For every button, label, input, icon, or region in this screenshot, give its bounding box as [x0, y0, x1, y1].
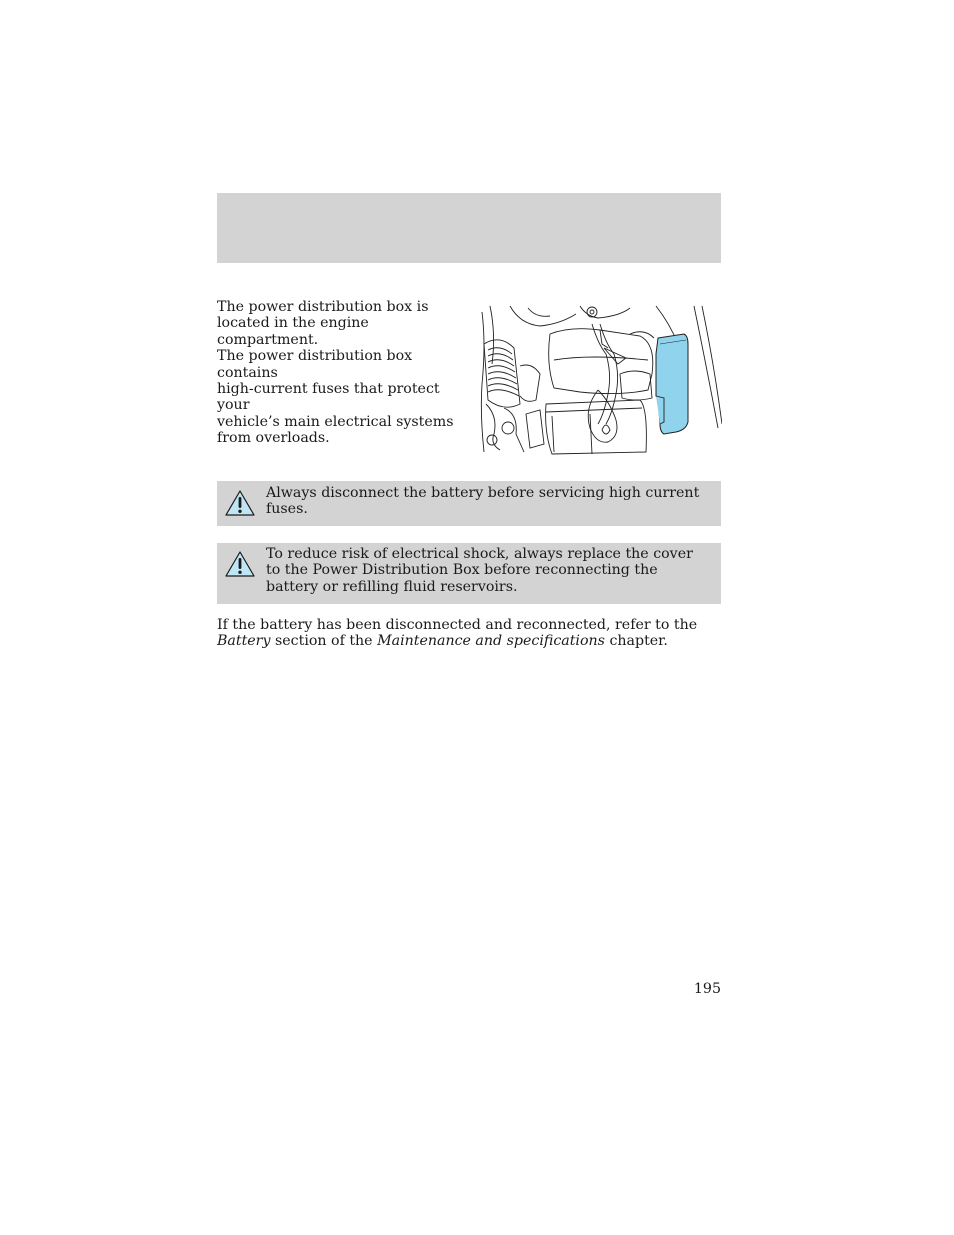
warning-box-electrical-shock — [217, 543, 721, 604]
warning-text: Always disconnect the battery before servicing high current fuses. — [266, 485, 700, 518]
warning-box-battery — [217, 481, 721, 526]
page-number: 195 — [693, 981, 721, 997]
warning-triangle-icon — [224, 489, 256, 517]
body-text-part: If the battery has been disconnected and reconnected, refer to the — [217, 617, 698, 633]
battery-section-reference: Battery — [217, 633, 271, 650]
body-text-part: chapter. — [604, 633, 668, 650]
battery-reference-paragraph — [217, 617, 721, 650]
body-text-part: section of the — [270, 633, 378, 650]
warning-text: To reduce risk of electrical shock, always replace the cover to the Power Distribution Box before reconnecting the battery or refilling fluid reservoirs. — [266, 546, 693, 595]
chapter-header-band — [217, 193, 721, 263]
intro-paragraph: The power distribution box is located in the engine compartment. The power distribution box contains high-current fuses that protect your vehicle’s main electrical systems from overloads. — [217, 299, 454, 447]
engine-compartment-illustration — [480, 304, 722, 456]
chapter-reference: Maintenance and specifications — [377, 633, 605, 650]
warning-triangle-icon — [224, 550, 256, 578]
